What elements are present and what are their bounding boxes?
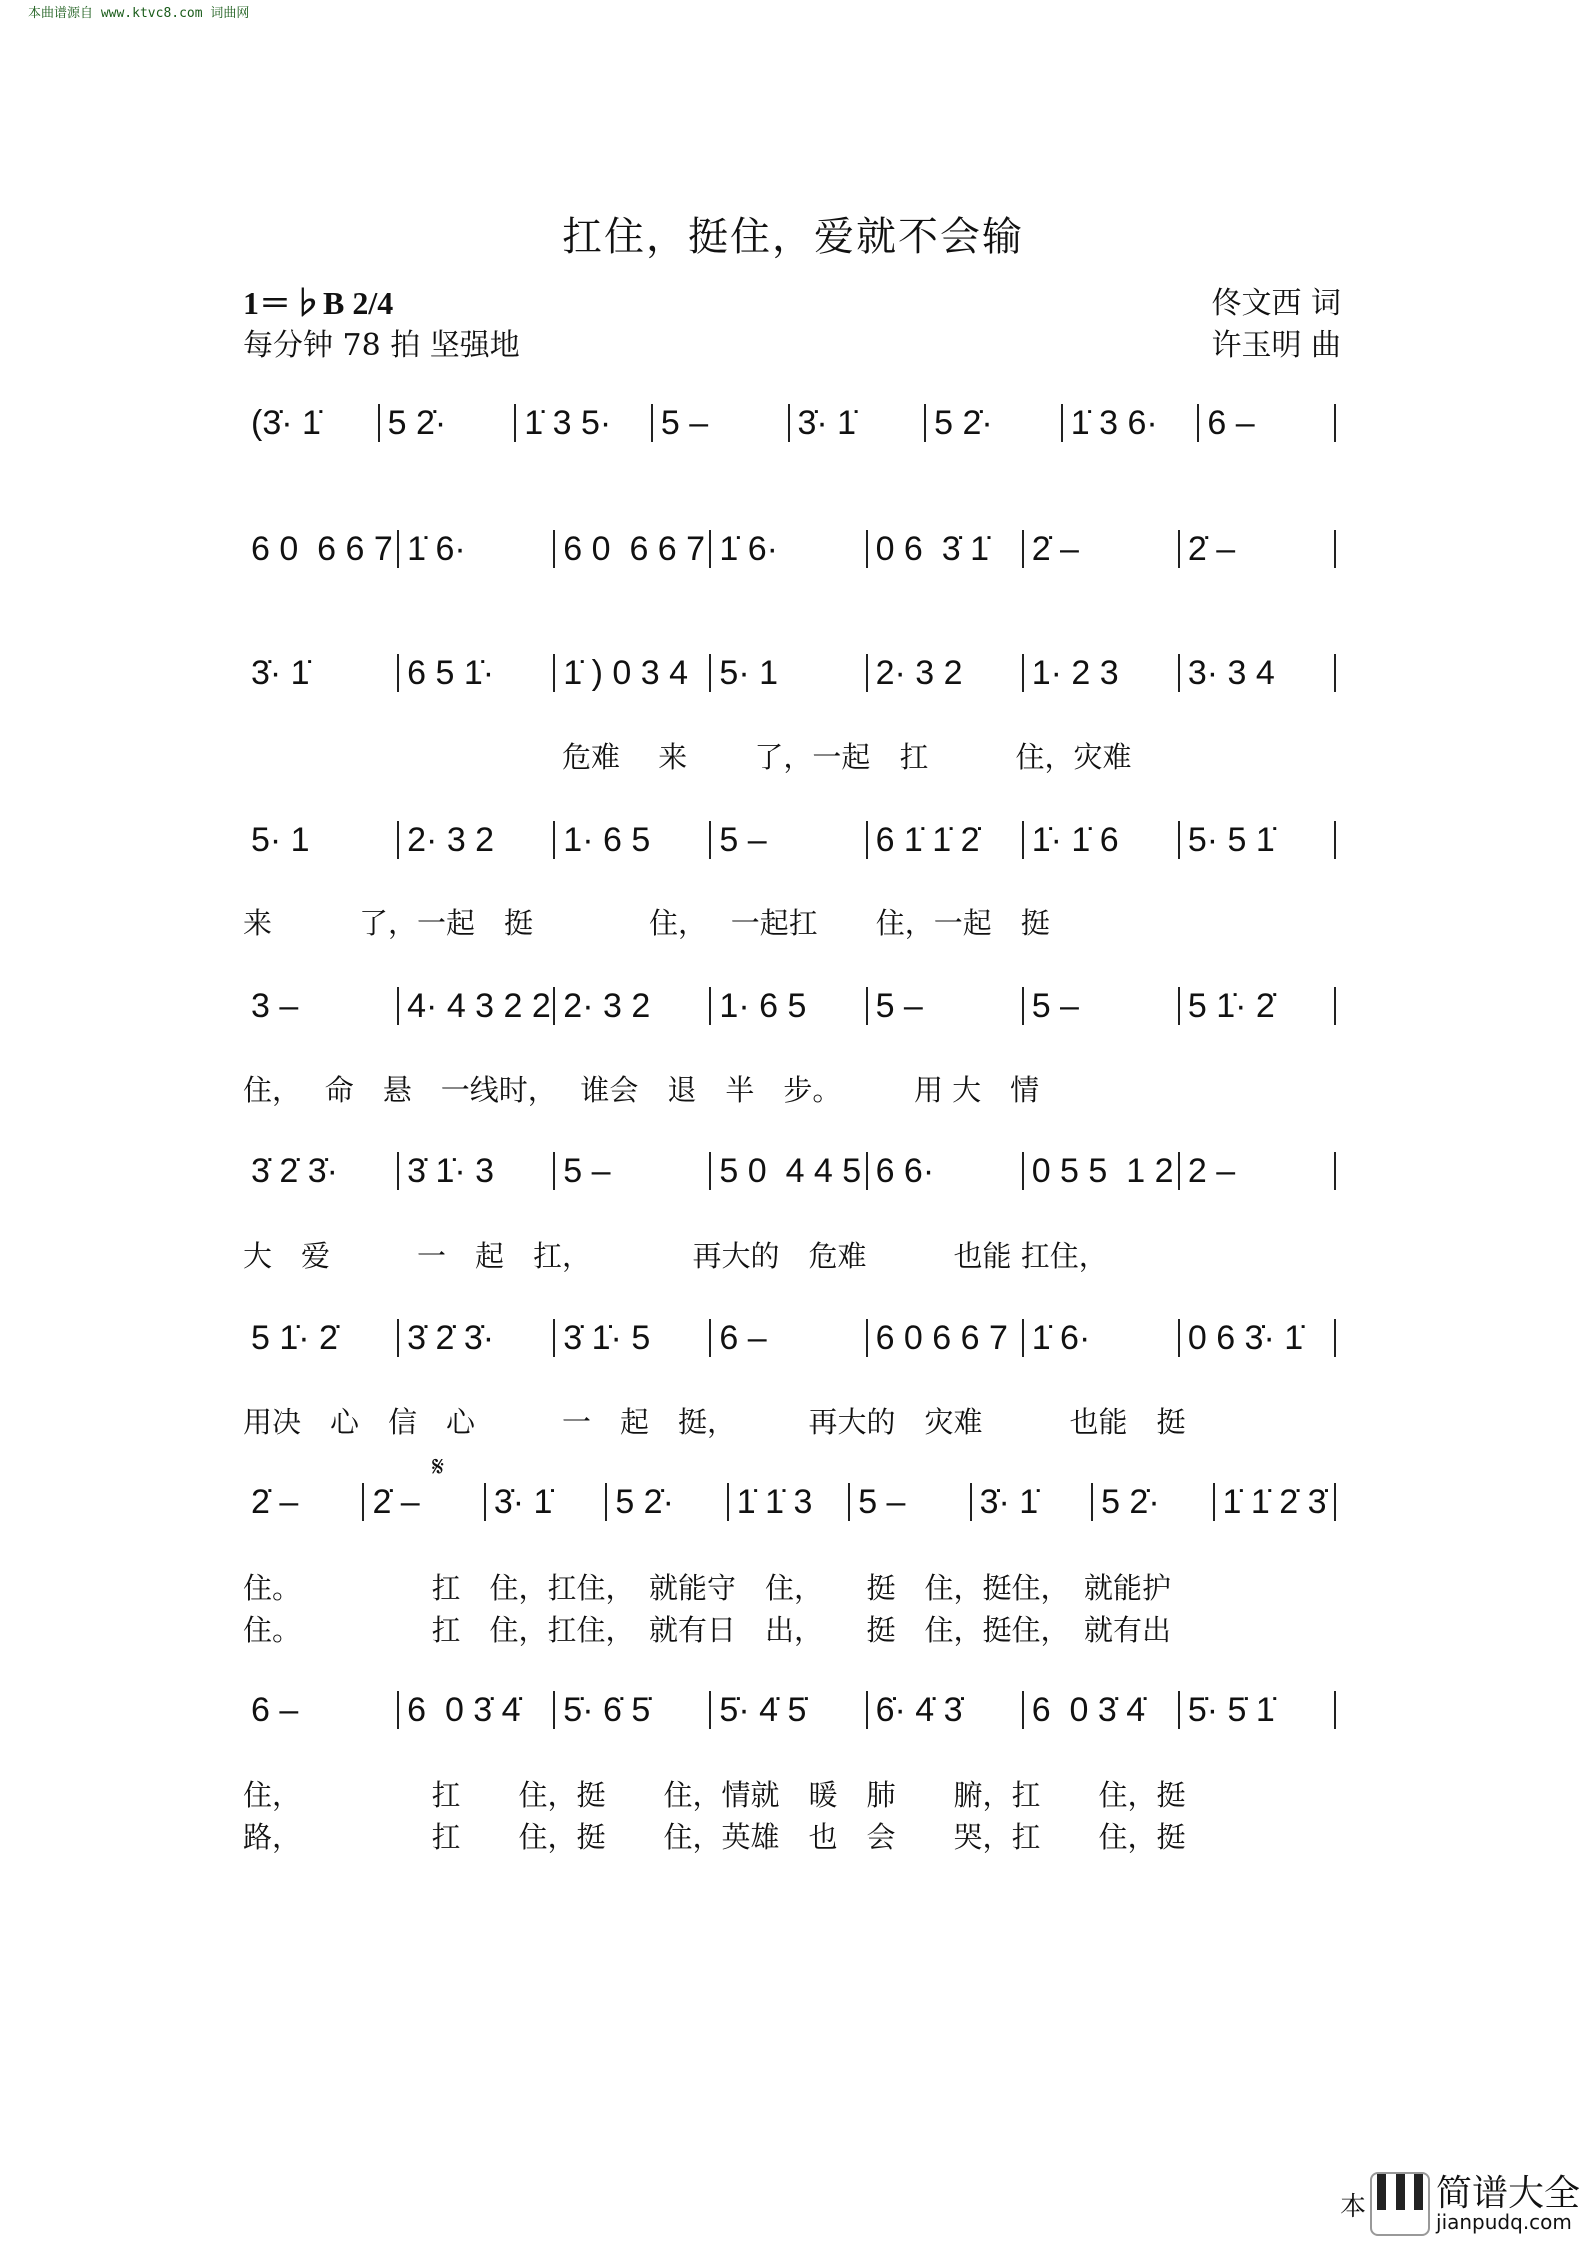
measure: 1̇ 6· xyxy=(719,529,779,568)
measure: 2· 3 2 xyxy=(563,986,651,1025)
measure: (3̇· 1̇ xyxy=(251,403,321,442)
notation-line xyxy=(243,526,1336,572)
composer-credit: 许玉明 曲 xyxy=(1211,328,1341,363)
measure: 1̇ 1̇ 3 xyxy=(736,1482,813,1521)
lyrics-line: 危难 来 了，一起 扛 住，灾难 xyxy=(243,740,1132,774)
measure: 2̇ – xyxy=(1031,529,1079,568)
key-signature: 1＝♭B 2/4 xyxy=(243,285,394,321)
barline xyxy=(1334,530,1336,568)
measure: 3̇ 1̇· 3 xyxy=(407,1151,495,1190)
barline xyxy=(1334,1483,1336,1521)
piano-icon xyxy=(1370,2172,1430,2236)
notation-line xyxy=(243,1479,1336,1525)
notation-line xyxy=(243,1315,1336,1361)
measure: 5· 1 xyxy=(251,820,310,859)
measure: 1̇· 1̇ 6 xyxy=(1031,820,1119,859)
measure: 5· 5 1̇ xyxy=(1187,820,1275,859)
brand-url: jianpudq.com xyxy=(1436,2210,1572,2234)
measure: 1· 2 3 xyxy=(1031,653,1119,692)
measure: 2· 3 2 xyxy=(875,653,963,692)
measure: 2 – xyxy=(1187,1151,1236,1190)
measure: 3̇ 1̇· 5 xyxy=(563,1318,651,1357)
measure: 1̇ 3 5· xyxy=(524,403,612,442)
measure: 3̇ 2̇ 3̇· xyxy=(251,1151,338,1190)
measure: 5 – xyxy=(660,403,709,442)
measure: 1̇ 6· xyxy=(1031,1318,1091,1357)
measure: 3̇· 1̇ xyxy=(493,1482,553,1521)
measure: 5 2̇· xyxy=(1101,1482,1160,1521)
measure: 5 1̇· 2̇ xyxy=(251,1318,338,1357)
measure: 6 0 6 6 7 xyxy=(563,529,706,568)
lyrics-line: 路， 扛 住，挺 住，英雄 也 会 哭，扛 住，挺 xyxy=(243,1820,1186,1854)
notation-line xyxy=(243,650,1336,696)
lyrics-line: 大 爱 一 起 扛， 再大的 危难 也能 扛住， xyxy=(243,1239,1108,1273)
measure: 2̇ – xyxy=(251,1482,299,1521)
song-title: 扛住，挺住，爱就不会输 xyxy=(562,214,1024,260)
measure: 3̇ 2̇ 3̇· xyxy=(407,1318,495,1357)
tempo-marking: 每分钟 78 拍 坚强地 xyxy=(243,328,520,363)
barline xyxy=(1334,821,1336,859)
measure: 3· 3 4 xyxy=(1187,653,1275,692)
lyrics-line: 来 了，一起 挺 住， 一起扛 住，一起 挺 xyxy=(243,906,1050,940)
notation-line xyxy=(243,400,1336,446)
measure: 6 0 3̇ 4̇ xyxy=(1031,1690,1146,1729)
notation-line xyxy=(243,983,1336,1029)
measure: 5 1̇· 2̇ xyxy=(1187,986,1275,1025)
measure: 4· 4 3 2 2 xyxy=(407,986,551,1025)
measure: 5 2̇· xyxy=(615,1482,674,1521)
page-char: 本 xyxy=(1340,2191,1367,2222)
measure: 5 2̇· xyxy=(934,403,993,442)
measure: 1̇ ) 0 3 4 xyxy=(563,653,689,692)
brand-name: 简谱大全 xyxy=(1436,2173,1581,2214)
measure: 3̇· 1̇ xyxy=(797,403,857,442)
measure: 5 2̇· xyxy=(387,403,447,442)
measure: 0 6 3̇· 1̇ xyxy=(1187,1318,1304,1357)
measure: 5 – xyxy=(719,820,767,859)
measure: 6 5 1̇· xyxy=(407,653,495,692)
barline xyxy=(1334,404,1336,442)
measure: 5 – xyxy=(563,1151,611,1190)
measure: 5 – xyxy=(858,1482,906,1521)
measure: 0 5 5 1 2 xyxy=(1031,1151,1174,1190)
notation-line xyxy=(243,1148,1336,1194)
measure: 6̇· 4̇ 3̇ xyxy=(875,1690,963,1729)
measure: 5̇· 5̇ 1̇ xyxy=(1187,1690,1275,1729)
measure: 5 – xyxy=(875,986,923,1025)
measure: 6 0 6 6 7 xyxy=(875,1318,1008,1357)
measure: 1̇ 3 6· xyxy=(1070,403,1158,442)
barline xyxy=(1334,987,1336,1025)
notation-line xyxy=(243,1687,1336,1733)
barline xyxy=(1334,1319,1336,1357)
measure: 0 6 3̇ 1̇ xyxy=(875,529,989,568)
lyricist-credit: 佟文西 词 xyxy=(1211,286,1341,321)
lyrics-line: 用决 心 信 心 一 起 挺， 再大的 灾难 也能 挺 xyxy=(243,1405,1186,1439)
measure: 6 6· xyxy=(875,1151,935,1190)
measure: 6 – xyxy=(1207,403,1255,442)
measure: 6 0 6 6 7 xyxy=(251,529,393,568)
site-logo xyxy=(1340,2172,1580,2236)
measure: 5· 1 xyxy=(719,653,779,692)
source-watermark: 本曲谱源自 www.ktvc8.com 词曲网 xyxy=(28,6,250,21)
measure: 6 1̇ 1̇ 2̇ xyxy=(875,820,980,859)
measure: 5̇· 6̇ 5̇ xyxy=(563,1690,651,1729)
barline xyxy=(1334,654,1336,692)
measure: 3 – xyxy=(251,986,299,1025)
barline xyxy=(1334,1152,1336,1190)
measure: 2· 3 2 xyxy=(407,820,495,859)
measure: 1̇ 6· xyxy=(407,529,466,568)
segno-sign: 𝄋 xyxy=(432,1450,445,1483)
measure: 2̇ – xyxy=(372,1482,420,1521)
lyrics-line: 住。 扛 住，扛住， 就能守 住， 挺 住，挺住， 就能护 xyxy=(243,1571,1172,1605)
lyrics-line: 住， 命 悬 一线时， 谁会 退 半 步。 用 大 情 xyxy=(243,1073,1040,1107)
measure: 2̇ – xyxy=(1187,529,1236,568)
measure: 1· 6 5 xyxy=(563,820,651,859)
barline xyxy=(1334,1691,1336,1729)
measure: 6 0 3̇ 4̇ xyxy=(407,1690,521,1729)
lyrics-line: 住， 扛 住，挺 住，情就 暖 肺 腑，扛 住，挺 xyxy=(243,1778,1186,1812)
measure: 5 – xyxy=(1031,986,1079,1025)
measure: 5̇· 4̇ 5̇ xyxy=(719,1690,807,1729)
measure: 6 – xyxy=(719,1318,767,1357)
measure: 3̇· 1̇ xyxy=(251,653,310,692)
lyrics-line: 住。 扛 住，扛住， 就有日 出， 挺 住，挺住， 就有出 xyxy=(243,1613,1172,1647)
measure: 3̇· 1̇ xyxy=(979,1482,1039,1521)
measure: 5 0 4 4 5 xyxy=(719,1151,862,1190)
measure: 1̇ 1̇ 2̇ 3̇ xyxy=(1222,1482,1327,1521)
measure: 6 – xyxy=(251,1690,299,1729)
notation-line xyxy=(243,817,1336,863)
measure: 1· 6 5 xyxy=(719,986,807,1025)
